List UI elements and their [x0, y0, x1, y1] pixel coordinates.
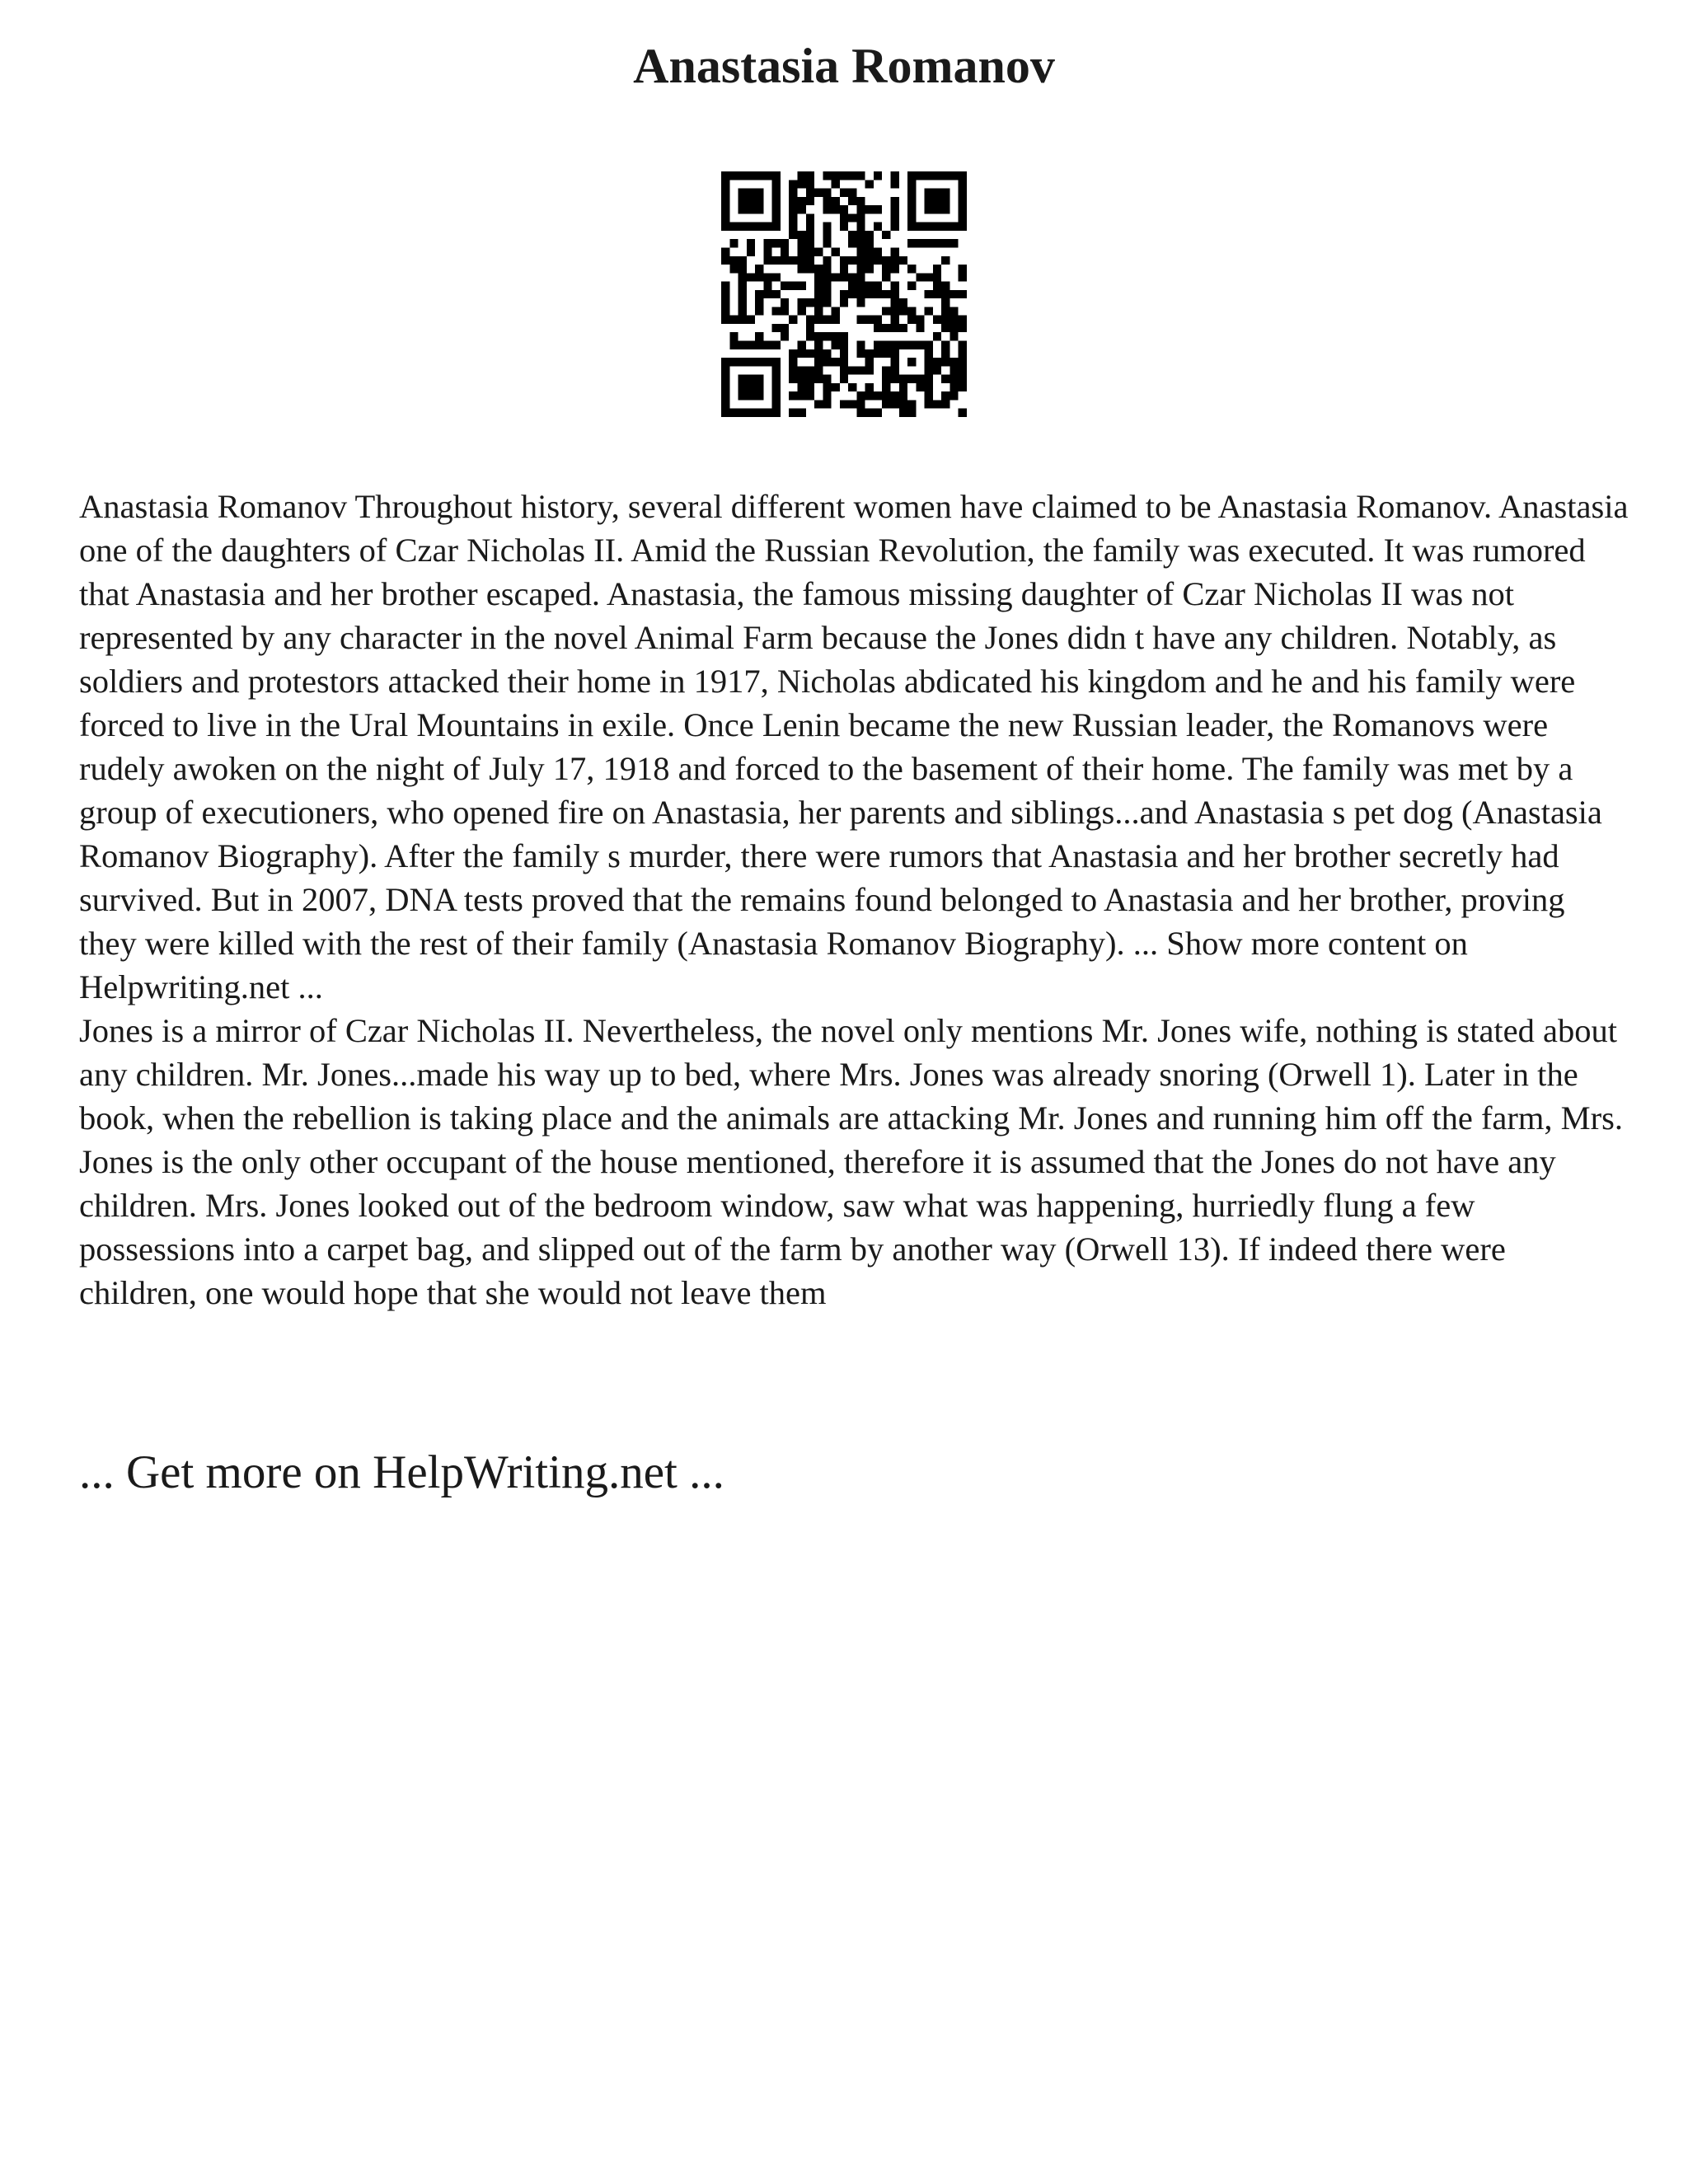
paragraph: Jones is a mirror of Czar Nicholas II. Nevertheless, the novel only mentions Mr. Jones wife, nothing is stated about any children. Mr. Jones...made his way up to bed, where Mrs. Jones was already snoring (Orwell 1). Later in the book, when the rebellion is taking place and the animals are attacking Mr. Jones and running him off the farm, Mrs. Jones is the only other occupant of the house mentioned, therefore it is assumed that the Jones do not have any children. Mrs. Jones looked out of the bedroom window, saw what was happening, hurriedly flung a few possessions into a carpet bag, and slipped out of the farm by another way (Orwell 13). If indeed there were children, one would hope that she would not leave them	[79, 1012, 1624, 1311]
qr-code-icon	[721, 171, 967, 417]
article-body	[79, 485, 1629, 1315]
get-more-link[interactable]: ... Get more on HelpWriting.net ...	[79, 1446, 724, 1498]
paragraph: Anastasia Romanov Throughout history, several different women have claimed to be Anastasia Romanov. Anastasia one of the daughters of Czar Nicholas II. Amid the Russian Revolution, the family was executed. It was rumored that Anastasia and her brother escaped. Anastasia, the famous missing daughter of Czar Nicholas II was not represented by any character in the novel Animal Farm because the Jones didn t have any children. Notably, as soldiers and protestors attacked their home in 1917, Nicholas abdicated his kingdom and he and his family were forced to live in the Ural Mountains in exile. Once Lenin became the new Russian leader, the Romanovs were rudely awoken on the night of July 17, 1918 and forced to the basement of their home. The family was met by a group of executioners, who opened fire on Anastasia, her parents and siblings...and Anastasia s pet dog (Anastasia Romanov Biography). After the family s murder, there were rumors that Anastasia and her brother secretly had survived. But in 2007, DNA tests proved that the remains found belonged to Anastasia and her brother, proving they were killed with the rest of their family (Anastasia Romanov Biography). ... Show more content on Helpwriting.net ...	[79, 488, 1629, 1005]
page-title: Anastasia Romanov	[633, 39, 1055, 93]
